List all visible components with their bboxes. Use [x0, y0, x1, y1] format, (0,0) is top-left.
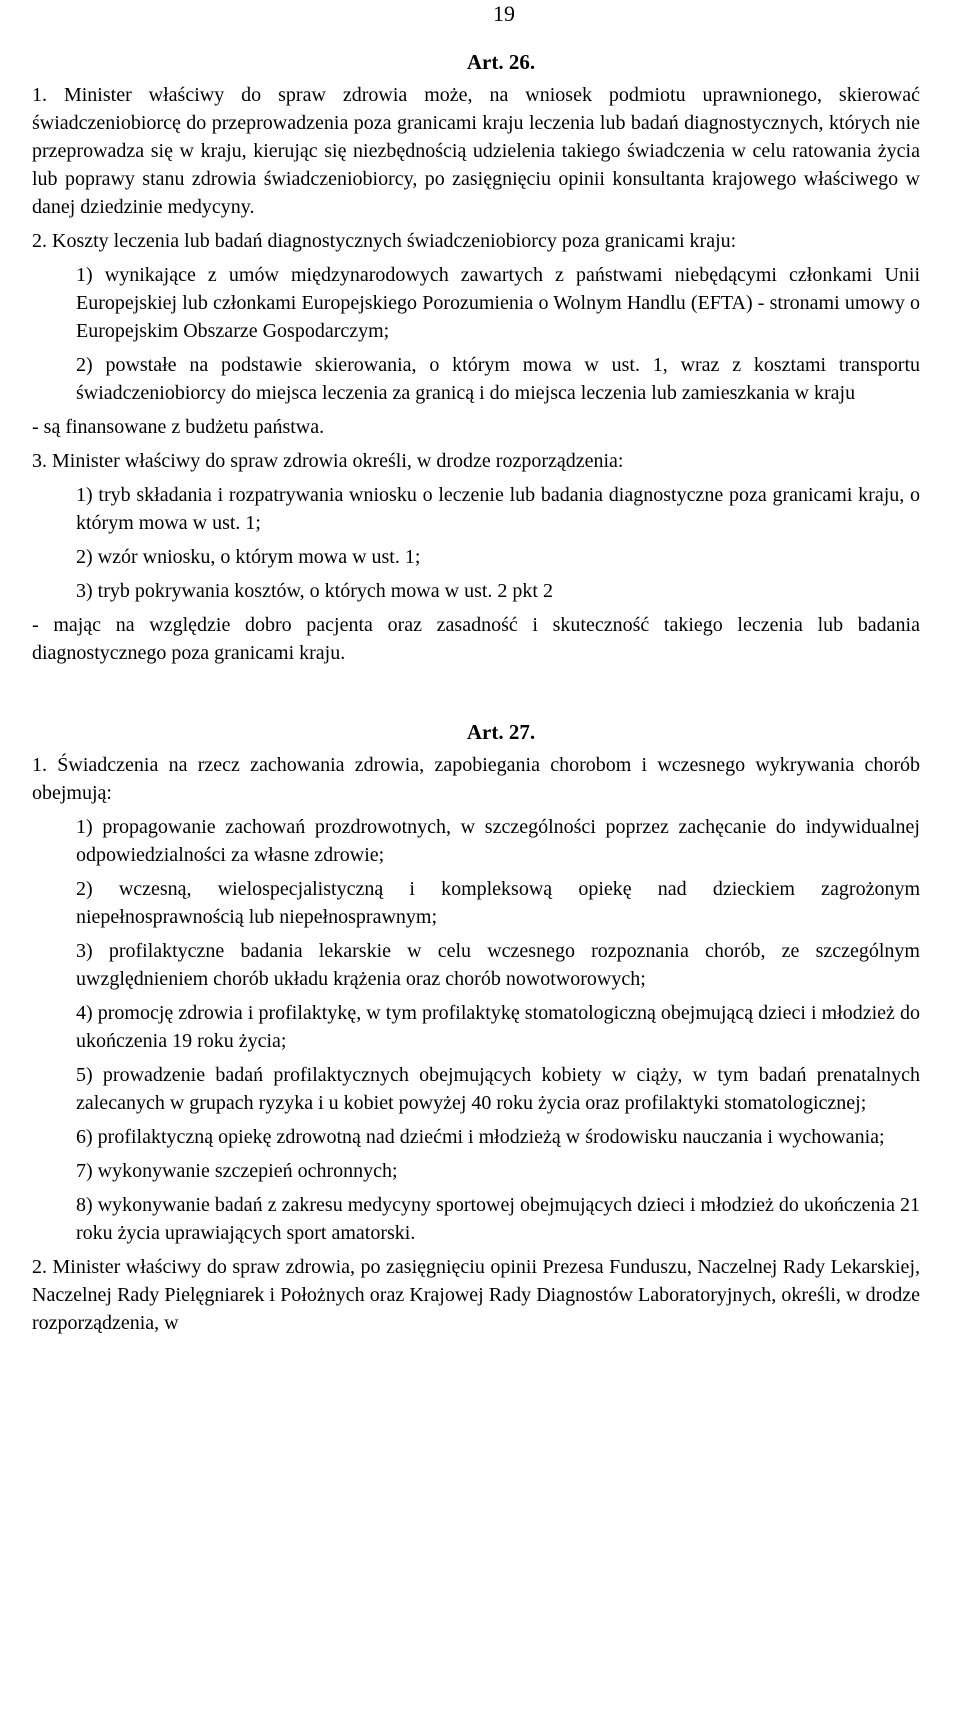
- art27-p1-item-6: 6) profilaktyczną opiekę zdrowotną nad dziećmi i młodzieżą w środowisku nauczania i wychowania;: [76, 1126, 885, 1148]
- art26-paragraph-2: 2. Koszty leczenia lub badań diagnostycznych świadczeniobiorcy poza granicami kraju:: [32, 230, 737, 252]
- article-27-heading: Art. 27.: [466, 720, 536, 744]
- art26-p2-item-1: 1) wynikające z umów międzynarodowych zawartych z państwami niebędącymi członkami Unii Europejskiej lub członkami Europejskiego Porozumienia o Wolnym Handlu (EFTA) - stronami umowy o Europejskim Obszarze Gospodarczym;: [76, 264, 920, 342]
- art26-paragraph-1: 1. Minister właściwy do spraw zdrowia może, na wniosek podmiotu uprawnionego, skierować świadczeniobiorcę do przeprowadzenia poza granicami kraju leczenia lub badań diagnostycznych, których nie przeprowadza się w kraju, kierując się niezbędnością udzielenia takiego świadczenia w celu ratowania życia lub poprawy stanu zdrowia świadczeniobiorcy, po zasięgnięciu opinii konsultanta krajowego właściwego w danej dziedzinie medycyny.: [32, 84, 920, 218]
- art26-paragraph-3: 3. Minister właściwy do spraw zdrowia określi, w drodze rozporządzenia:: [32, 450, 624, 472]
- art27-p1-item-5: 5) prowadzenie badań profilaktycznych obejmujących kobiety w ciąży, w tym badań prenatalnych zalecanych w grupach ryzyka i u kobiet powyżej 40 roku życia oraz profilaktyki stomatologicznej;: [76, 1064, 920, 1114]
- article-26-heading: Art. 26.: [466, 50, 536, 74]
- art26-p2-item-2: 2) powstałe na podstawie skierowania, o którym mowa w ust. 1, wraz z kosztami transportu świadczeniobiorcy do miejsca leczenia za granicą i do miejsca leczenia lub zamieszkania w kraju: [76, 354, 920, 404]
- page-number: 19: [493, 1, 515, 26]
- art27-p1-item-7: 7) wykonywanie szczepień ochronnych;: [76, 1160, 398, 1182]
- art27-paragraph-1: 1. Świadczenia na rzecz zachowania zdrowia, zapobiegania chorobom i wczesnego wykrywania chorób obejmują:: [32, 754, 920, 804]
- art27-p1-item-8: 8) wykonywanie badań z zakresu medycyny sportowej obejmujących dzieci i młodzież do ukończenia 21 roku życia uprawiających sport amatorski.: [76, 1194, 920, 1244]
- art26-p3-item-3: 3) tryb pokrywania kosztów, o których mowa w ust. 2 pkt 2: [76, 580, 553, 602]
- art27-p1-item-2: 2) wczesną, wielospecjalistyczną i kompleksową opiekę nad dzieckiem zagrożonym niepełnosprawnością lub niepełnosprawnym;: [76, 878, 920, 928]
- document-body: [32, 47, 920, 1343]
- art26-p3-item-1: 1) tryb składania i rozpatrywania wniosku o leczenie lub badania diagnostyczne poza granicami kraju, o którym mowa w ust. 1;: [76, 484, 920, 534]
- art27-paragraph-2: 2. Minister właściwy do spraw zdrowia, po zasięgnięciu opinii Prezesa Funduszu, Naczelnej Rady Lekarskiej, Naczelnej Rady Pielęgniarek i Położnych oraz Krajowej Rady Diagnostów Laboratoryjnych, określi, w drodze rozporządzenia, w: [32, 1256, 920, 1334]
- section-spacer: [32, 673, 920, 717]
- art26-p3-item-2: 2) wzór wniosku, o którym mowa w ust. 1;: [76, 546, 421, 568]
- art27-p1-item-1: 1) propagowanie zachowań prozdrowotnych, w szczególności poprzez zachęcanie do indywidualnej odpowiedzialności za własne zdrowie;: [76, 816, 920, 866]
- art26-p2-tail: - są finansowane z budżetu państwa.: [32, 416, 325, 438]
- art27-p1-item-4: 4) promocję zdrowia i profilaktykę, w tym profilaktykę stomatologiczną obejmującą dzieci i młodzież do ukończenia 19 roku życia;: [76, 1002, 920, 1052]
- art26-p3-tail: - mając na względzie dobro pacjenta oraz zasadność i skuteczność takiego leczenia lub badania diagnostycznego poza granicami kraju.: [32, 614, 920, 664]
- art27-p1-item-3: 3) profilaktyczne badania lekarskie w celu wczesnego rozpoznania chorób, ze szczególnym uwzględnieniem chorób układu krążenia oraz chorób nowotworowych;: [76, 940, 920, 990]
